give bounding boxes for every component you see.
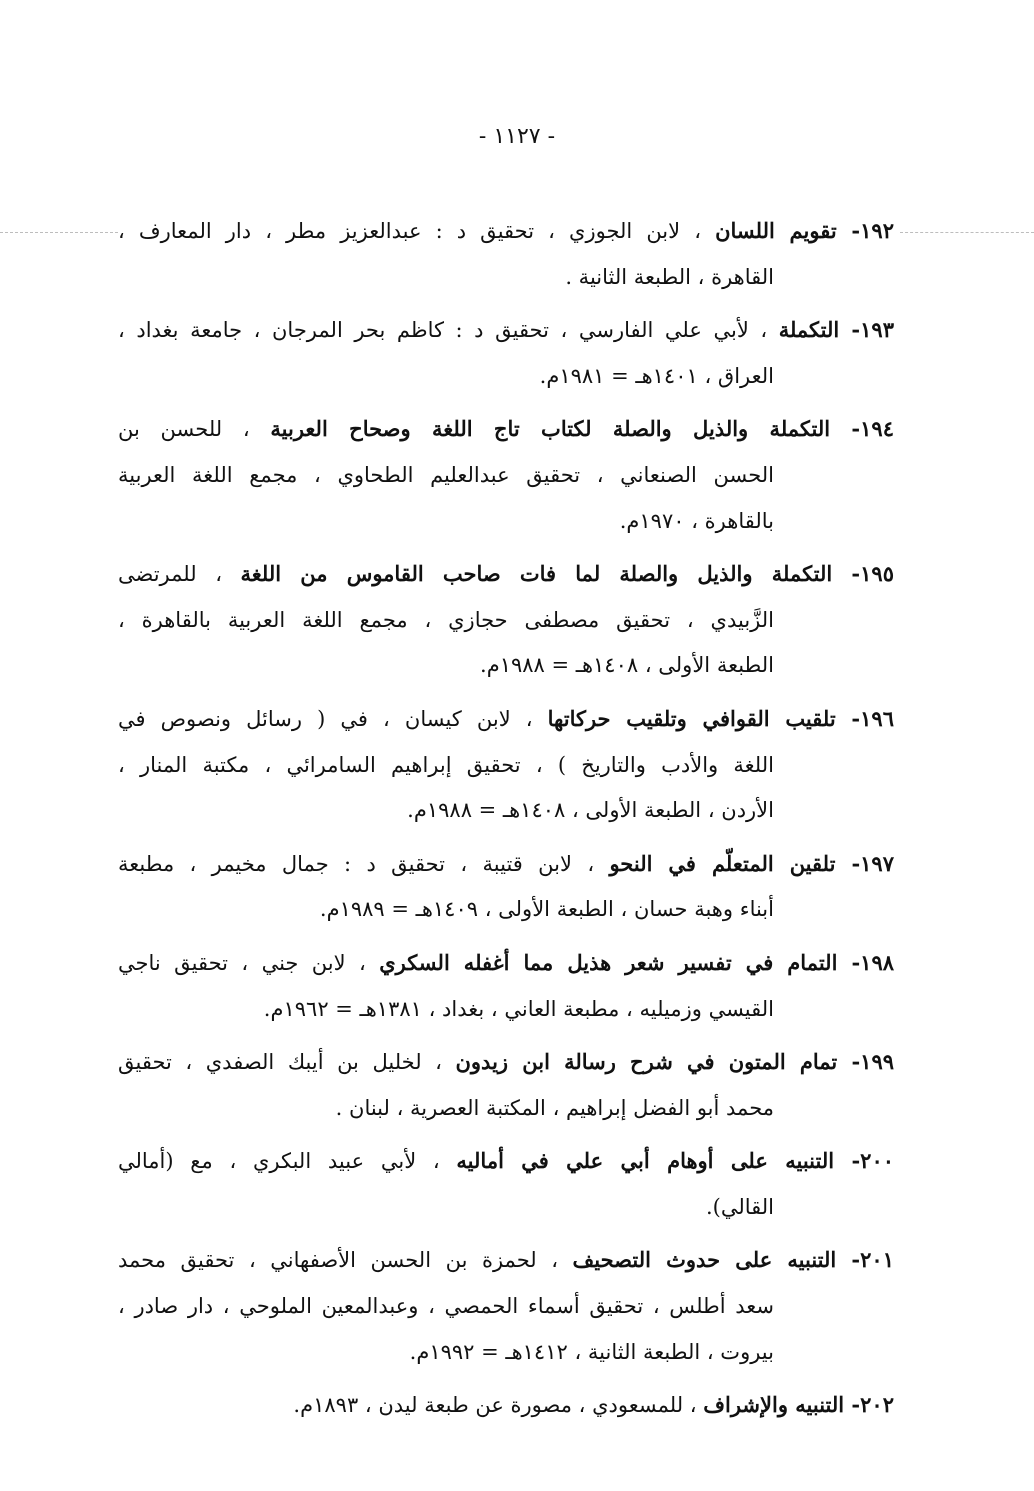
left-dashed-rule xyxy=(0,232,118,233)
entry-number: ١٩٣- xyxy=(839,317,894,343)
entry-number: ١٩٥- xyxy=(832,561,894,587)
entry-number: ١٩٧- xyxy=(835,850,894,876)
entry-number: ١٩٤- xyxy=(830,416,894,442)
bibliography-entry xyxy=(118,1382,894,1429)
entry-text: ، لابن كيسان ، في ( رسائل ونصوص في xyxy=(118,706,548,731)
entry-text: ، للمسعودي ، مصورة عن طبعة ليدن ، ١٨٩٣م. xyxy=(293,1393,704,1418)
entry-text: ، لأبي عبيد البكري ، مع (أمالي xyxy=(118,1149,457,1174)
entry-text: ، لابن جني ، تحقيق ناجي xyxy=(118,950,380,975)
entry-title: التكملة والذيل والصلة لما فات صاحب القاموس من اللغة xyxy=(240,561,833,587)
entry-line xyxy=(118,788,894,834)
entry-line xyxy=(118,354,894,400)
entry-title: التنبيه والإشراف xyxy=(703,1392,845,1418)
bibliography-list xyxy=(118,208,894,1436)
entry-line xyxy=(118,1039,894,1086)
entry-text: القيسي وزميليه ، مطبعة العاني ، بغداد ، ١٣٨١هـ = ١٩٦٢م. xyxy=(263,996,774,1021)
bibliography-entry xyxy=(118,841,894,933)
page-number: - ١١٢٧ - xyxy=(478,124,556,149)
bibliography-entry xyxy=(118,696,894,834)
entry-text: اللغة والأدب والتاريخ ) ، تحقيق إبراهيم السامرائي ، مكتبة المنار ، xyxy=(118,752,774,777)
bibliography-entry xyxy=(118,1138,894,1230)
entry-number: ١٩٩- xyxy=(837,1049,894,1075)
bibliography-entry xyxy=(118,940,894,1032)
entry-line xyxy=(118,255,894,301)
entry-line xyxy=(118,1330,894,1376)
bibliography-entry xyxy=(118,208,894,300)
entry-text: بالقاهرة ، ١٩٧٠م. xyxy=(619,508,774,533)
entry-line xyxy=(118,598,894,644)
entry-title: تقويم اللسان xyxy=(715,218,837,243)
entry-line xyxy=(118,887,894,933)
entry-title: التكملة xyxy=(778,317,840,343)
entry-line xyxy=(118,841,894,888)
entry-title: التمام في تفسير شعر هذيل مما أغفله السكري xyxy=(379,949,838,975)
entry-line xyxy=(118,1237,894,1284)
entry-text: بيروت ، الطبعة الثانية ، ١٤١٢هـ = ١٩٩٢م. xyxy=(409,1339,774,1364)
entry-text: ، لابن قتيبة ، تحقيق د : جمال مخيمر ، مطبعة xyxy=(118,851,610,876)
entry-number: ٢٠٠- xyxy=(834,1148,894,1174)
entry-line xyxy=(118,1284,894,1330)
entry-number: ١٩٢- xyxy=(836,218,894,243)
entry-title: تمام المتون في شرح رسالة ابن زيدون xyxy=(455,1049,838,1075)
entry-text: ، لحمزة بن الحسن الأصفهاني ، تحقيق محمد xyxy=(118,1248,573,1273)
entry-line xyxy=(118,1086,894,1132)
entry-title: التكملة والذيل والصلة لكتاب تاج اللغة وصحاح العربية xyxy=(270,416,831,442)
entry-line xyxy=(118,743,894,789)
entry-text: محمد أبو الفضل إبراهيم ، المكتبة العصرية ، لبنان . xyxy=(335,1095,774,1120)
entry-text: الزَّبيدي ، تحقيق مصطفى حجازي ، مجمع اللغة العربية بالقاهرة ، xyxy=(118,607,774,632)
entry-number: ٢٠٢- xyxy=(844,1392,894,1418)
entry-line xyxy=(118,643,894,689)
entry-text: ، لابن الجوزي ، تحقيق د : عبدالعزيز مطر ، دار المعارف ، xyxy=(118,219,716,243)
entry-title: التنبيه على أوهام أبي علي في أماليه xyxy=(456,1148,835,1174)
entry-text: القالي). xyxy=(705,1194,774,1219)
entry-line xyxy=(118,453,894,499)
entry-text: أبناء وهبة حسان ، الطبعة الأولى ، ١٤٠٩هـ = ١٩٨٩م. xyxy=(319,897,774,922)
entry-text: ، لأبي علي الفارسي ، تحقيق د : كاظم بحر المرجان ، جامعة بغداد ، xyxy=(118,318,779,343)
entry-text: الحسن الصنعاني ، تحقيق عبدالعليم الطحاوي ، مجمع اللغة العربية xyxy=(118,462,774,487)
bibliography-entry xyxy=(118,1039,894,1131)
entry-text: ، للمرتضى xyxy=(118,562,241,587)
entry-line xyxy=(118,307,894,354)
entry-line xyxy=(118,406,894,453)
entry-text: ، لخليل بن أيبك الصفدي ، تحقيق xyxy=(118,1050,456,1075)
bibliography-entry xyxy=(118,551,894,689)
entry-number: ١٩٦- xyxy=(835,705,894,731)
entry-line xyxy=(118,696,894,743)
entry-line xyxy=(118,208,894,255)
entry-number: ٢٠١- xyxy=(836,1247,894,1273)
entry-line xyxy=(118,499,894,545)
entry-line xyxy=(118,1138,894,1185)
bibliography-entry xyxy=(118,307,894,399)
entry-title: التنبيه على حدوث التصحيف xyxy=(572,1247,837,1273)
bibliography-entry xyxy=(118,406,894,544)
entry-text: القاهرة ، الطبعة الثانية . xyxy=(565,264,774,289)
entry-text: سعد أطلس ، تحقيق أسماء الحمصي ، وعبدالمعين الملوحي ، دار صادر ، xyxy=(118,1294,774,1319)
bibliography-entry xyxy=(118,1237,894,1375)
entry-line xyxy=(118,551,894,598)
entry-text: الأردن ، الطبعة الأولى ، ١٤٠٨هـ = ١٩٨٨م. xyxy=(407,798,774,823)
right-dashed-rule xyxy=(900,232,1034,233)
entry-text: الطبعة الأولى ، ١٤٠٨هـ = ١٩٨٨م. xyxy=(480,653,774,678)
entry-text: العراق ، ١٤٠١هـ = ١٩٨١م. xyxy=(539,363,774,388)
entry-line xyxy=(118,1185,894,1231)
entry-title: تلقيب القوافي وتلقيب حركاتها xyxy=(547,705,836,731)
entry-line xyxy=(118,1382,894,1429)
entry-text: ، للحسن بن xyxy=(118,417,271,442)
entry-line xyxy=(118,987,894,1033)
entry-number: ١٩٨- xyxy=(837,949,894,975)
entry-title: تلقين المتعلّم في النحو xyxy=(609,850,836,876)
entry-line xyxy=(118,940,894,987)
